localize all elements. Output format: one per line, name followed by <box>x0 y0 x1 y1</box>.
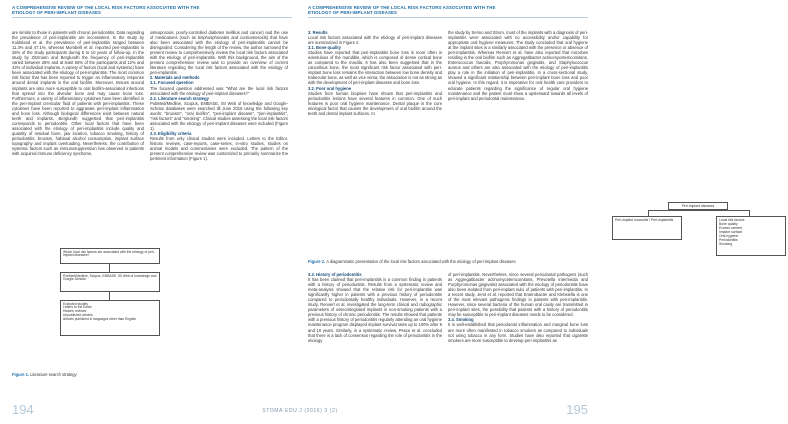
diagram-diseases-box: Peri-implant mucositis / Peri-implantitis <box>612 216 682 240</box>
flow-box-databases: PubMed/Medline, Scopus, EMBASE, ISI Web of knowledge and Google-Scholar <box>60 272 160 292</box>
flow-box-excluded <box>60 300 160 336</box>
figure-2-label: Figure 2. <box>308 259 326 264</box>
search-strategy-heading: 2.2. Literature search strategy <box>150 95 209 101</box>
eligibility-text: Results from only clinical studies were included. Letters to the Editor, historic reviews, case-reports, case-series, in-vitro studies, studies on animal models and commentaries were excluded. The pattern of the present comprehensive review was customized to primarily summarize the pertinent information (Figure 1). <box>150 135 288 162</box>
oral-hygiene-text: Studies from human biopsies have shown that peri-implantitis and periodontitis lesions have several features in common. One of such features is poor oral hygiene maintenance. Dental plaque is the core etiological factor that causes the development of oral biofilm around the teeth and dental implant surfaces. In <box>308 90 442 116</box>
search-strategy-text: PubMed/Medline, Scopus, EMBASE, ISI Web of knowledge and Google-Scholar databases were searched till June 2016 using the following key words: "bruxism", "oral biofilm", "peri-implant disease", "peri-implantitis", "risk factors" and "smoking". Clinical studies assessing the local risk factors associated with the etiology of peri-implant diseases were included (Figure 1). <box>150 100 288 131</box>
left-header-rule <box>12 17 292 18</box>
flow-box-question: Which local risk factors are associated with the etiology of peri-implant diseases? <box>60 248 160 264</box>
journal-footer: STOMA.EDU J (2016) 3 (2) <box>262 408 338 414</box>
bone-quality-heading: 3.1. Bone quality <box>308 45 341 51</box>
diagram-risk-factors-box <box>716 216 786 256</box>
flow-arrow-1 <box>109 264 110 272</box>
risk-factor-item: Excess cement <box>719 226 742 230</box>
right-page-number: 195 <box>566 402 588 417</box>
risk-factor-item: Implant surface <box>719 230 743 234</box>
figure-1-text: Literature search strategy <box>30 372 77 377</box>
figure-1-label: Figure 1. <box>12 372 30 377</box>
risk-factors-title: Local risk factors <box>719 218 745 222</box>
left-page <box>0 0 300 424</box>
eligibility-heading: 2.3. Eligibility criteria <box>150 130 192 136</box>
focused-question-text: The focused question addressed was "What are the local risk factors associated with the etiology of peri-implant diseases?" <box>150 85 288 96</box>
left-running-header: A COMPREHENSIVE REVIEW OF THE LOCAL RISK FACTORS ASSOCIATED WITH THE ETIOLOGY OF PERI-IMPLANT DISEASES <box>12 5 200 16</box>
excluded-item: Articles published in languages other than English <box>63 316 136 321</box>
risk-factor-item: Oral hygiene <box>719 234 739 238</box>
figure-2-diagram <box>608 202 788 258</box>
methods-heading: 2. Materials and methods <box>150 75 200 81</box>
risk-factor-item: Periodontitis <box>719 238 738 242</box>
right-page <box>300 0 745 424</box>
excluded-item: Historic reviews <box>63 309 87 314</box>
right-header-rule <box>308 17 588 18</box>
col4-text: the study by Serino and Strom, most of the implants with a diagnosis of peri-implantitis were associated with no accessibility and/or capability for appropriate oral hygiene measures. The study concluded that oral hygiene at the implant sites is a similarly associated with the presence or absence of peri-implantitis. Whereas Renvert et al. have also reported that microbes residing in the oral biofilm such as Aggregatibacter actinomycetemcomitans, Enterococcus faecalis, Porphyromonas gingivalis, and Staphylococcus aureus and others are also associated with the etiology of peri-implantitis play a role in the initiation of peri-implantitis. In a cross-sectional study, showed a significant relationship between peri-implant bone loss and poor oral hygiene. In this regard, it is imperative for oral health care providers to educate patients regarding the significance of regular oral hygiene maintenance and the patient must show a upsterward towards all levels of peri-implant and periodontal maintenance. <box>448 30 588 101</box>
excluded-title: Excluded studies <box>63 301 88 306</box>
right-column-4 <box>448 272 588 382</box>
figure-2-text: A diagrammatic presentation of the local risk factors associated with the etiology of peri-implant diseases <box>326 259 516 264</box>
left-column-2 <box>150 30 288 242</box>
right-column-2 <box>448 30 588 196</box>
periodontitis-text: It has been claimed that peri-implantitis is a common finding in patients with a history of periodontitis. Results from a systematic review and meta-analysis showed that the relative risk for peri-implantitis was significantly higher in patients with a previous history of periodontitis compared to periodontally healthy individuals. However, in a recent study, Renvert et al. investigated the long-term clinical and radiographic parameters of osseointegrated implants in non-smoking patients with a previous history of chronic periodontitis. The results showed that patients with a previous history of periodontitis regularly attending an oral hygiene maintenance program displayed implant survival rates up to 100% after 5 and 10 years. Similarly, in a systematic review, Pesce et al. concluded that there is a lack of consensus regarding the role of periodontitis in the etiology <box>308 277 442 343</box>
left-page-number: 194 <box>12 402 34 417</box>
figure-2-caption <box>308 259 588 264</box>
risk-factor-item: Bone quality <box>719 222 738 226</box>
oral-hygiene-heading: 3.2. Poor oral hygiene <box>308 85 352 91</box>
figure-1-caption <box>12 372 77 377</box>
smoking-text: It is well-established that periodontal inflammation and marginal bone loss are more often manifested in tobacco smokers as compared to individuals not using tobacco in any form. Studies have also reported that cigarette smokers are more susceptible to develop peri-implantitis as <box>448 322 588 343</box>
col1-text: are similar to those in patients with chronic periodontitis. Data regarding the prevalence of peri-implantitis are inconsistent. In the study by Koldsland et al. the prevalence of peri-implantitis ranged between 11.3% and 47.1%, whereas Mombelli et al. reported peri-implantitis in 28% of the study participants during 5 to 10 years of follow-up. In the study by Zitzmann and Berglundh the frequency of peri-implantitis varied between 28% and at least 56% of the participants and 12% and 43% of individual implants. A variety of factors (local and systemic) have been associated with the etiology of peri-implantitis. The most common risk factor that has been reported to trigger an inflammatory response around dental implants is the oral biofilm. Moreover, tissues around implants are also more susceptible to oral biofilm-associated infections that spread into the alveolar bone and may cause bone loss. Furthermore, a variety of inflammatory cytokines have been identified in the peri-implant crevicular fluid of patients with peri-implantitis. These cytokines have been reported to aggravate peri-implant inflammation and bone loss. Although biological differences exist between natural teeth and implants, Berglundh suggested that peri-implantitis corresponds to periodontitis. Other local factors that have been associated with the etiology of peri-implantitis include quality and quantity of residual bone, jaw location, tobacco smoking, history of periodontitis, bruxism, habitual alcohol consumption, implant surface topography and implant overloading. Nevertheless, the contribution of systemic factors such as immunosuppression has observed in patients with acquired immune deficiency syndrome, <box>12 30 144 157</box>
diagram-title-box: Peri-implant diseases <box>668 202 728 210</box>
col2-intro: osteoporosis, poorly-controlled diabetes mellitus and cancer) and the use of medications (such as bisphosphonates and corticosteroids) that have also been associated with the etiology of peri-implantitis cannot be disregarded. Considering the length of the review, the author narrowed the present review to comprehensively review the local risk factors associated with the etiology of peri-implantitis. With this background, the aim of the present comprehensive review was to provide an overview of current literature regarding the local risk factors associated with the etiology of peri-implantitis. <box>150 30 288 76</box>
focused-question-heading: 2.1. Focused question <box>150 80 194 86</box>
smoking-heading: 3.4. Smoking <box>448 317 474 323</box>
right-column-1 <box>308 30 442 196</box>
col6-text: of peri-implantitis. Nevertheless, since several periodontal pathogens (such as Aggregatibacter actinomycetemcomitans, Prevotella intermedia and Porphyromonas gingivalis) associated with the etiology of periodontitis have also been isolated from peri-implant sulci of patients with peri-implantitis. In a recent study, Jemt et al. reported that Enterobacter and Klebsiella is one of the most relevant pathogenic findings in patients with peri-implantitis. However, since several bacteria of the human oral cavity are transmitted in peri-implant sites, the possibility that patients with a history of periodontitis may be susceptible to peri-implant diseases needs to be considered. <box>448 272 588 318</box>
results-heading: 3. Results <box>308 30 328 35</box>
flow-arrow-2 <box>109 292 110 300</box>
figure-1-flowchart <box>60 248 160 360</box>
risk-factor-item: Smoking <box>719 242 733 246</box>
periodontitis-heading: 3.3. History of periodontitis <box>308 272 362 277</box>
results-text: Local risk factors associated with the etiology of peri-implant diseases are summarized in Figure 2. <box>308 35 442 46</box>
right-column-3 <box>308 272 442 382</box>
bone-quality-text: Studies have reported that peri-implantitis bone loss is more often in edentulous of the mandible, which is composed of dense cortical bone as compared to the maxilla. It has also been suggested that in the cancellous bone, the most significant risk factor associated with peri-implant bone loss remains the interaction between low bone density and trabecular bone, as well as vice versa; the association is not as strong as with the development of peri-implant diseases and bone loss. <box>308 50 442 86</box>
excluded-item: Unpublished articles <box>63 312 93 317</box>
excluded-item: Letters to the Editor <box>63 305 92 310</box>
right-running-header: A COMPREHENSIVE REVIEW OF THE LOCAL RISK FACTORS ASSOCIATED WITH THE ETIOLOGY OF PERI-IMPLANT DISEASES <box>308 5 496 16</box>
